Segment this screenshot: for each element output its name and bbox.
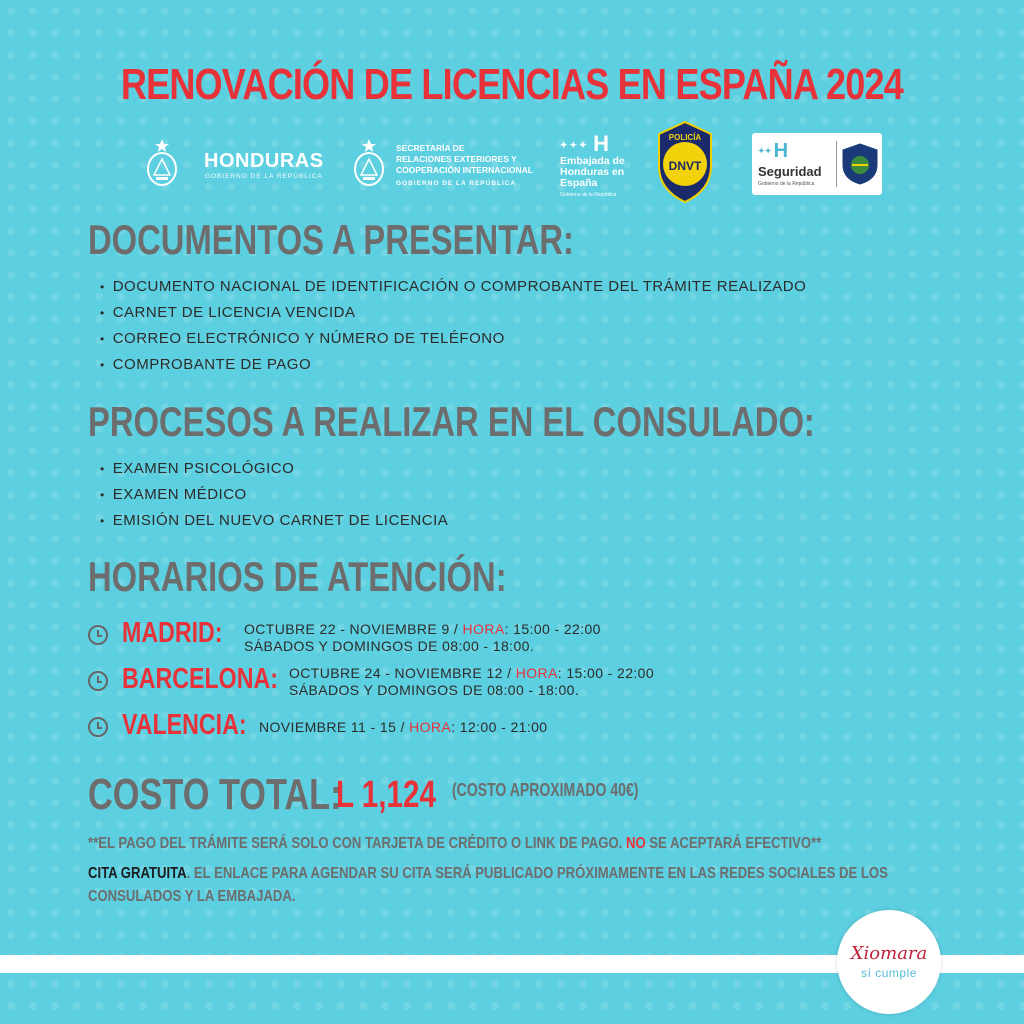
city-barcelona: BARCELONA: <box>122 663 278 695</box>
badge-sub-text: sí cumple <box>861 966 917 980</box>
list-item: • DOCUMENTO NACIONAL DE IDENTIFICACIÓN O COMPROBANTE DEL TRÁMITE REALIZADO <box>100 274 806 300</box>
embajada-logo <box>560 133 625 198</box>
page-title: RENOVACIÓN DE LICENCIAS EN ESPAÑA 2024 <box>120 60 904 109</box>
documentos-list <box>100 274 806 378</box>
honduras-logo-text: HONDURAS <box>204 150 324 172</box>
costo-value: L 1,124 <box>336 774 436 816</box>
policia-top-text: POLICÍA <box>668 133 702 142</box>
badge-main-text: Xiomara <box>850 943 928 964</box>
embajada-line-2: Honduras en <box>560 166 625 179</box>
procesos-list <box>100 456 448 534</box>
list-item: • EXAMEN MÉDICO <box>100 482 448 508</box>
madrid-hours: OCTUBRE 22 - NOVIEMBRE 9 / HORA: 15:00 - 22:00 SÁBADOS Y DOMINGOS DE 08:00 - 18:00. <box>244 621 601 654</box>
seguridad-shield-icon <box>842 143 878 190</box>
documentos-heading: DOCUMENTOS A PRESENTAR: <box>88 216 574 263</box>
horarios-heading: HORARIOS DE ATENCIÓN: <box>88 553 507 600</box>
sre-line-2: RELACIONES EXTERIORES Y <box>396 154 517 164</box>
policia-center-text: DNVT <box>668 159 702 173</box>
sre-line-3: COOPERACIÓN INTERNACIONAL <box>396 165 533 175</box>
sre-line-1: SECRETARÍA DE <box>396 143 465 153</box>
clock-icon <box>88 671 108 691</box>
pago-note: **EL PAGO DEL TRÁMITE SERÁ SOLO CON TARJETA DE CRÉDITO O LINK DE PAGO. NO SE ACEPTARÁ EFECTIVO** <box>88 835 822 852</box>
barcelona-hours: OCTUBRE 24 - NOVIEMBRE 12 / HORA: 15:00 - 22:00 SÁBADOS Y DOMINGOS DE 08:00 - 18:00. <box>289 665 655 698</box>
sre-sub: GOBIERNO DE LA REPÚBLICA <box>396 180 517 187</box>
list-item: • EXAMEN PSICOLÓGICO <box>100 456 448 482</box>
costo-note: (COSTO APROXIMADO 40€) <box>452 780 639 800</box>
honduras-logo <box>204 150 324 180</box>
list-item: • CARNET DE LICENCIA VENCIDA <box>100 300 806 326</box>
seguridad-h-mark: ✦✦ H <box>758 140 789 162</box>
stars-icon: ✦✦✦ <box>560 140 594 151</box>
valencia-hours: NOVIEMBRE 11 - 15 / HORA: 12:00 - 21:00 <box>259 719 548 735</box>
procesos-heading: PROCESOS A REALIZAR EN EL CONSULADO: <box>88 398 815 445</box>
honduras-logo-sub: GOBIERNO DE LA REPÚBLICA <box>204 173 323 180</box>
clock-icon <box>88 625 108 645</box>
city-madrid: MADRID: <box>122 617 223 649</box>
xiomara-badge <box>837 910 941 1014</box>
honduras-crest-icon <box>145 137 179 187</box>
list-item: • EMISIÓN DEL NUEVO CARNET DE LICENCIA <box>100 508 448 534</box>
cita-note: CITA GRATUITA. EL ENLACE PARA AGENDAR SU CITA SERÁ PUBLICADO PRÓXIMAMENTE EN LAS REDES SOCIALES DE LOS CONSULADOS Y LA EMBAJADA. <box>88 865 888 905</box>
sre-logo <box>396 143 533 187</box>
policia-badge-icon <box>655 120 715 209</box>
embajada-line-3: España <box>560 177 598 190</box>
seguridad-divider <box>836 141 837 187</box>
list-item: • COMPROBANTE DE PAGO <box>100 352 806 378</box>
logo-strip <box>140 125 900 205</box>
costo-label: COSTO TOTAL: <box>88 770 342 819</box>
list-item: • CORREO ELECTRÓNICO Y NÚMERO DE TELÉFONO <box>100 326 806 352</box>
seguridad-stars-icon: ✦✦ <box>758 146 774 156</box>
seguridad-sub: Gobierno de la República <box>758 181 815 187</box>
embajada-sub: Gobierno de la República <box>560 192 617 199</box>
sre-crest-icon <box>352 137 386 187</box>
embajada-h-mark: ✦✦✦ H <box>560 131 610 156</box>
city-valencia: VALENCIA: <box>122 709 247 741</box>
seguridad-name: Seguridad <box>758 164 822 179</box>
embajada-line-1: Embajada de <box>560 155 625 168</box>
seguridad-logo <box>752 133 882 195</box>
clock-icon <box>88 717 108 737</box>
